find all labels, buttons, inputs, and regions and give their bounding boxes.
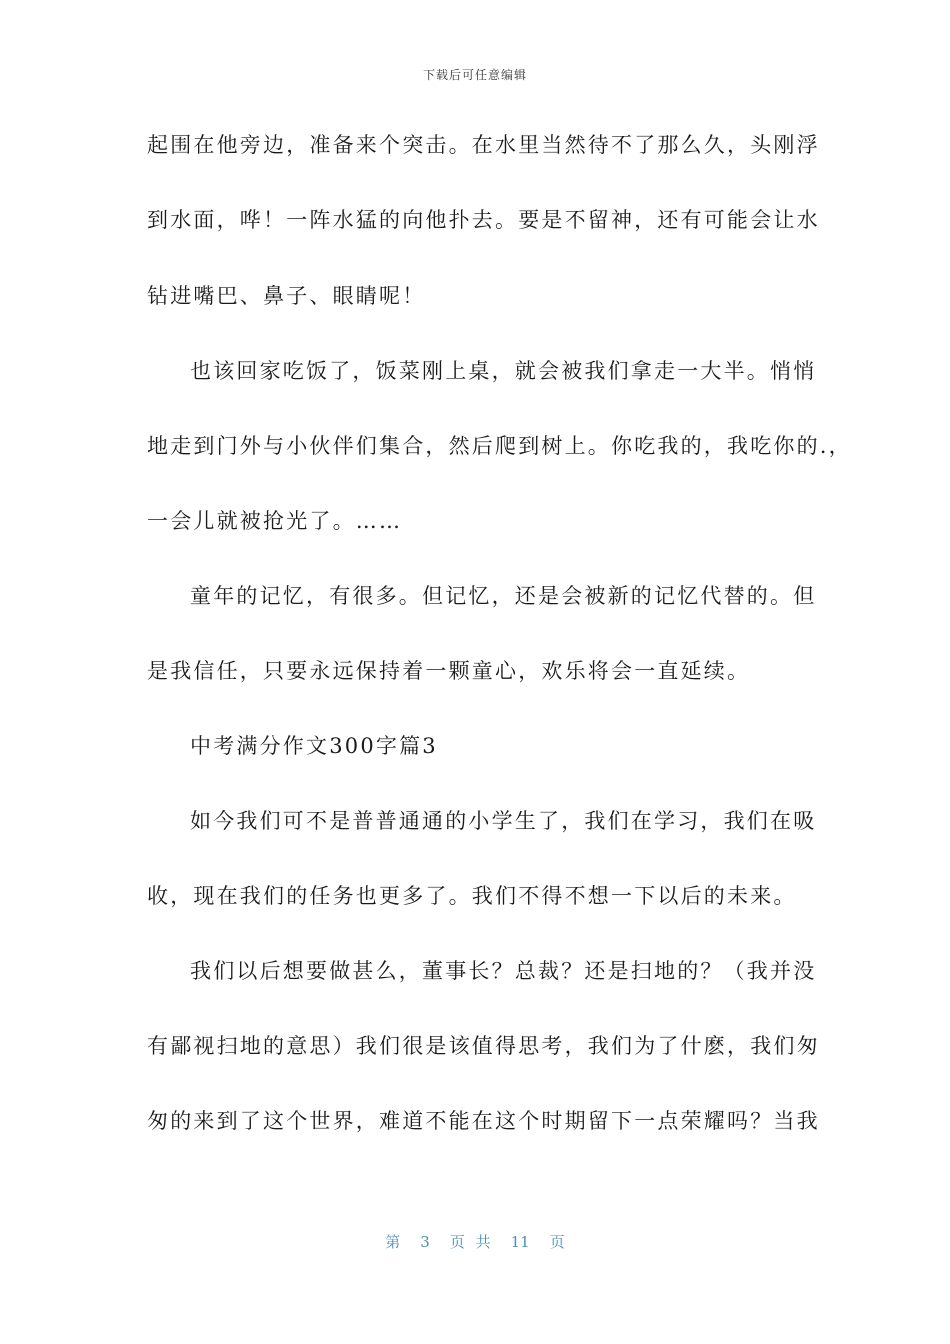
body-line: 起围在他旁边，准备来个突击。在水里当然待不了那么久，头刚浮 — [147, 133, 820, 157]
body-line: 到水面，哗！一阵水猛的向他扑去。要是不留神，还有可能会让水 — [147, 208, 820, 232]
page-footer — [0, 1231, 950, 1252]
paragraph-start-line: 我们以后想要做甚么，董事长？总裁？还是扫地的？（我并没 — [190, 959, 817, 983]
page-header: 下载后可任意编辑 — [422, 68, 527, 82]
footer-page-label: 第 — [385, 1233, 401, 1251]
paragraph-start-line: 童年的记忆，有很多。但记忆，还是会被新的记忆代替的。但 — [190, 584, 817, 608]
paragraph-start-line: 如今我们可不是普普通通的小学生了，我们在学习，我们在吸 — [190, 809, 817, 833]
body-line: 地走到门外与小伙伴们集合，然后爬到树上。你吃我的，我吃你的.， — [147, 434, 852, 458]
body-line: 钻进嘴巴、鼻子、眼睛呢！ — [147, 284, 426, 308]
footer-page-end: 页 — [549, 1233, 565, 1251]
footer-page-mid: 页 共 — [449, 1233, 491, 1251]
body-line: 收，现在我们的任务也更多了。我们不得不想一下以后的未来。 — [147, 884, 797, 908]
body-line: 有鄙视扫地的意思）我们很是该值得思考，我们为了什麽，我们匆 — [147, 1034, 820, 1058]
footer-page-number: 3 — [420, 1233, 430, 1251]
section-heading: 中考满分作文300字篇3 — [190, 734, 438, 758]
paragraph-start-line: 也该回家吃饭了，饭菜刚上桌，就会被我们拿走一大半。悄悄 — [190, 359, 817, 383]
body-line: 是我信任，只要永远保持着一颗童心，欢乐将会一直延续。 — [147, 659, 751, 683]
body-line: 一会儿就被抢光了。…… — [147, 509, 403, 533]
footer-total-pages: 11 — [510, 1233, 530, 1251]
body-line: 匆的来到了这个世界，难道不能在这个时期留下一点荣耀吗？当我 — [147, 1109, 820, 1133]
